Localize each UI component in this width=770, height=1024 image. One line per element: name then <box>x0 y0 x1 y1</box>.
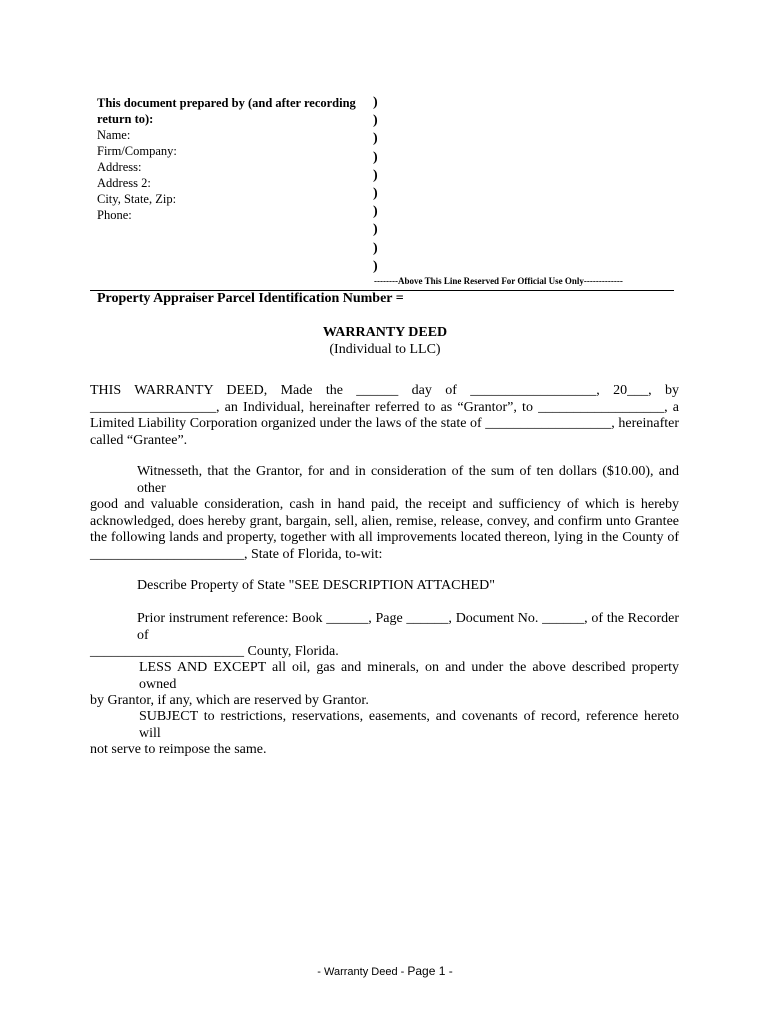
less-and-except-paragraph <box>90 660 679 710</box>
preparer-heading <box>97 95 367 127</box>
bracket-paren: ) <box>373 95 378 110</box>
paragraph-line: acknowledged, does hereby grant, bargain, sell, alien, remise, release, convey, and confirm unto Grantee <box>90 513 679 529</box>
preparer-name-label: Name: <box>97 128 131 142</box>
document-title: WARRANTY DEED <box>322 325 448 340</box>
bracket-paren: ) <box>373 222 378 238</box>
prior-instrument-paragraph <box>90 611 679 661</box>
paragraph-line: good and valuable consideration, cash in hand paid, the receipt and sufficiency of which is hereby <box>90 497 679 513</box>
paragraph-line: Prior instrument reference: Book ______, Page ______, Document No. ______, of the Recorder of <box>137 611 679 643</box>
bracket-paren: ) <box>373 131 378 147</box>
preparer-firm-label: Firm/Company: <box>97 144 177 158</box>
bracket-paren: ) <box>373 113 378 129</box>
paragraph-line: ______________________, State of Florida, to-wit: <box>90 546 383 562</box>
paragraph-line: the following lands and property, together with all improvements located thereon, lying in the County of <box>90 530 679 546</box>
paragraph-line: Limited Liability Corporation organized under the laws of the state of __________________, hereinafter <box>90 416 679 432</box>
paragraph-line: not serve to reimpose the same. <box>90 742 267 758</box>
preparer-heading-line-2: return to): <box>97 112 154 126</box>
parcel-id-label: Property Appraiser Parcel Identification Number = <box>97 291 404 306</box>
intro-paragraph <box>90 383 679 449</box>
bracket-paren: ) <box>373 149 378 165</box>
property-description-line <box>90 578 679 595</box>
paragraph-line: Witnesseth, that the Grantor, for and in consideration of the sum of ten dollars ($10.00), and other <box>137 464 679 496</box>
preparer-city-state-zip-label: City, State, Zip: <box>97 192 177 206</box>
document-subtitle: (Individual to LLC) <box>329 342 441 357</box>
footer-page-number: Page 1 - <box>407 964 453 978</box>
paragraph-line: THIS WARRANTY DEED, Made the ______ day of __________________, 20___, by <box>90 383 679 398</box>
footer-document-label: - Warranty Deed - <box>317 966 408 978</box>
bracket-paren: ) <box>373 167 378 183</box>
preparer-block <box>97 95 367 223</box>
bracket-paren: ) <box>373 258 378 274</box>
paragraph-line: Describe Property of State "SEE DESCRIPTION ATTACHED" <box>137 578 495 593</box>
bracket-paren: ) <box>373 240 378 256</box>
preparer-address2-label: Address 2: <box>97 176 151 190</box>
page-footer <box>0 964 770 978</box>
preparer-heading-line-1: This document prepared by (and after recording <box>97 96 356 110</box>
witnesseth-paragraph <box>90 464 679 564</box>
paragraph-line: SUBJECT to restrictions, reservations, easements, and covenants of record, reference hereto will <box>139 709 679 741</box>
preparer-address-label: Address: <box>97 160 142 174</box>
bracket-paren: ) <box>373 186 378 202</box>
paragraph-line: ______________________ County, Florida. <box>90 644 339 660</box>
preparer-phone-label: Phone: <box>97 208 132 222</box>
paragraph-line: by Grantor, if any, which are reserved by Grantor. <box>90 693 369 709</box>
paragraph-line: __________________, an Individual, hereinafter referred to as “Grantor”, to __________________, a <box>90 399 679 415</box>
bracket-column <box>373 94 383 276</box>
official-use-notice: --------Above This Line Reserved For Official Use Only------------- <box>374 276 623 286</box>
paragraph-line: called “Grantee”. <box>90 432 188 448</box>
subject-to-paragraph <box>90 709 679 759</box>
paragraph-line: LESS AND EXCEPT all oil, gas and minerals, on and under the above described property owned <box>139 660 679 692</box>
bracket-paren: ) <box>373 204 378 220</box>
